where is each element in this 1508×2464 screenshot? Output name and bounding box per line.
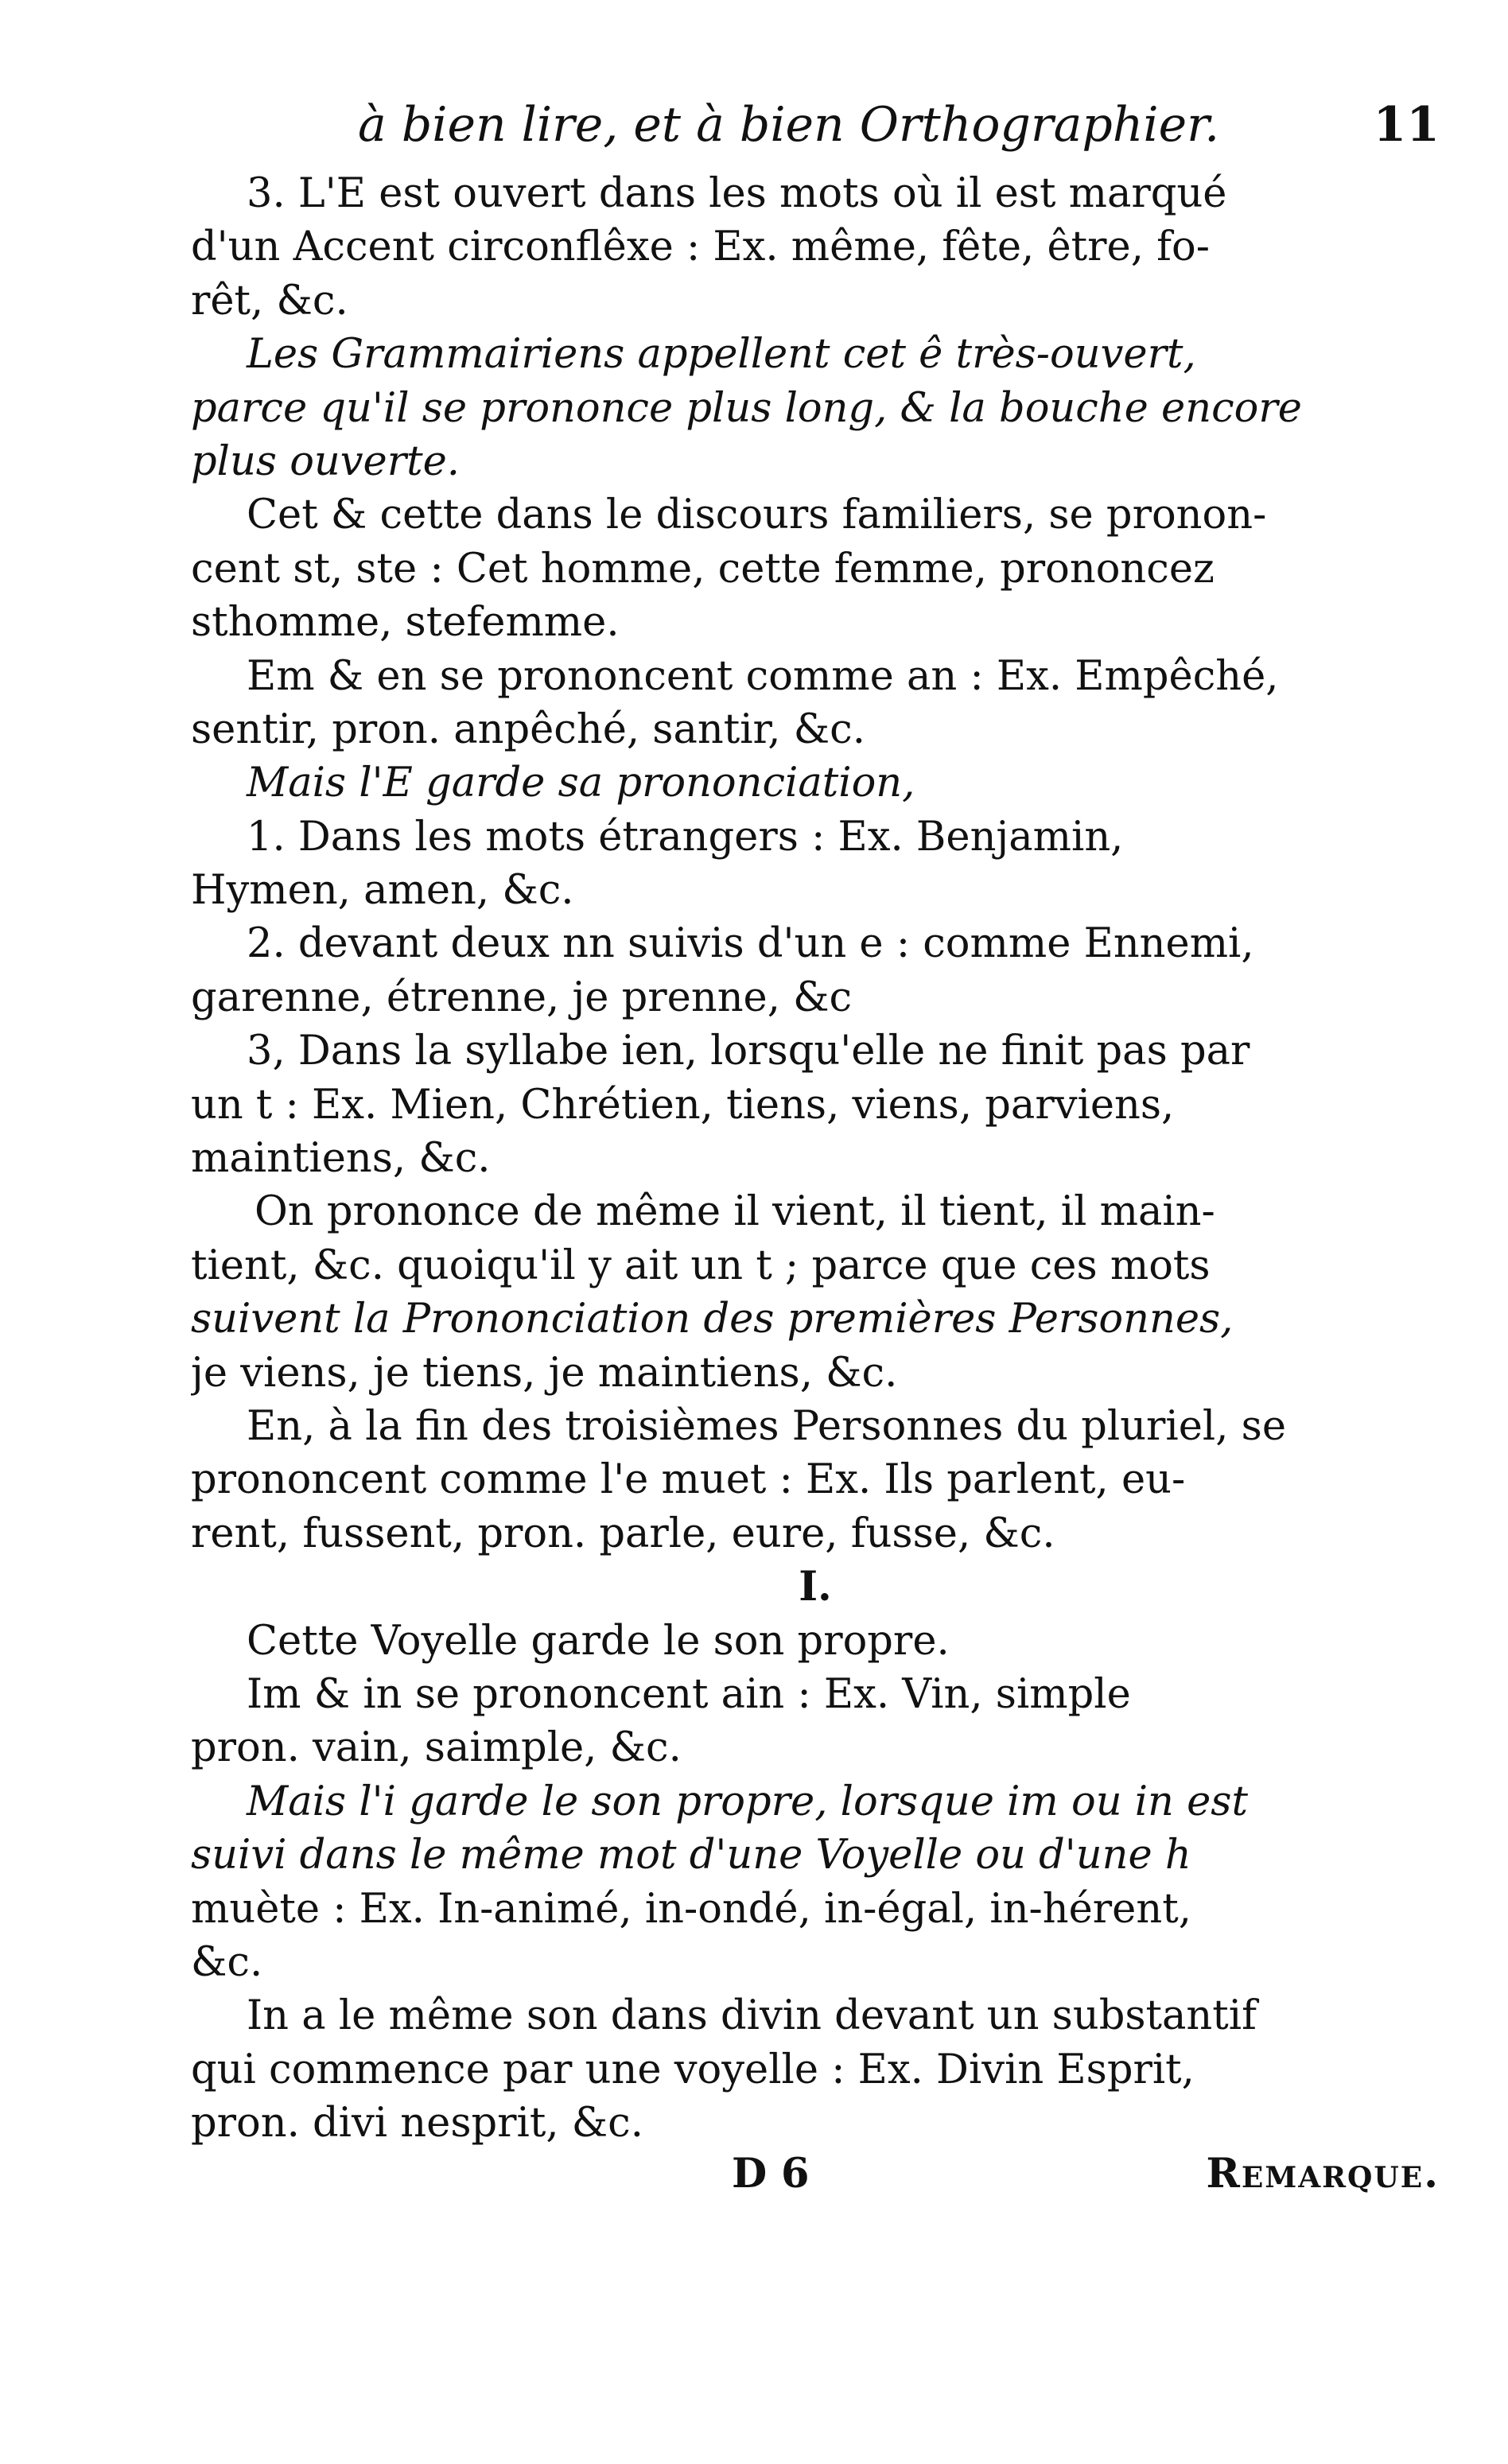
text-line: 1. Dans les mots étrangers : Ex. Benjamin, (247, 813, 1124, 861)
text-line: 2. devant deux nn suivis d'un e : comme Ennemi, (247, 920, 1254, 968)
text-line: muète : Ex. In-animé, in-ondé, in-égal, in-hérent, (191, 1885, 1191, 1933)
text-line: d'un Accent circonflêxe : Ex. même, fête, être, fo- (191, 223, 1210, 271)
text-line: Cette Voyelle garde le son propre. (247, 1617, 950, 1665)
text-line: Les Grammairiens appellent cet ê très-ouvert, (247, 331, 1196, 379)
text-line: suivi dans le même mot d'une Voyelle ou d'une h (191, 1832, 1191, 1879)
text-line: Mais l'E garde sa prononciation, (247, 760, 915, 807)
book-page (191, 80, 1440, 2386)
text-line: pron. divi nesprit, &c. (191, 2100, 643, 2147)
text-line: Cet & cette dans le discours familiers, se pronon- (247, 492, 1267, 539)
text-line: Hymen, amen, &c. (191, 867, 574, 915)
text-line: sthomme, stefemme. (191, 599, 620, 647)
text-line: suivent la Prononciation des premières Personnes, (191, 1296, 1234, 1343)
text-line: je viens, je tiens, je maintiens, &c. (191, 1349, 898, 1397)
text-line: sentir, pron. anpêché, santir, &c. (191, 705, 865, 753)
text-line: Em & en se prononcent comme an : Ex. Empêché, (247, 652, 1279, 700)
text-line: maintiens, &c. (191, 1135, 491, 1183)
running-head (191, 80, 1440, 167)
text-line: On prononce de même il vient, il tient, il main- (255, 1188, 1215, 1236)
text-line: Mais l'i garde le son propre, lorsque im ou in est (247, 1778, 1248, 1825)
text-line: plus ouverte. (191, 437, 460, 485)
text-line: En, à la fin des troisièmes Personnes du pluriel, se (247, 1402, 1286, 1450)
text-line: 3, Dans la syllabe ien, lorsqu'elle ne finit pas par (247, 1028, 1250, 1075)
text-line: In a le même son dans divin devant un substantif (247, 1992, 1257, 2040)
catchword: Remarque. (1206, 2150, 1440, 2198)
text-line: prononcent comme l'e muet : Ex. Ils parlent, eu- (191, 1456, 1186, 1504)
text-line: 3. L'E est ouvert dans les mots où il est marqué (247, 170, 1227, 217)
text-line: Im & in se prononcent ain : Ex. Vin, simple (247, 1670, 1131, 1718)
page-body (191, 167, 1440, 2150)
text-line: rent, fussent, pron. parle, eure, fusse, &c. (191, 1510, 1055, 1557)
text-line: &c. (191, 1938, 263, 1986)
page-footer (191, 2150, 1440, 2206)
text-line: garenne, étrenne, je prenne, &c (191, 974, 853, 1021)
text-line: qui commence par une voyelle : Ex. Divin Esprit, (191, 2046, 1195, 2093)
text-line: un t : Ex. Mien, Chrétien, tiens, viens, parviens, (191, 1081, 1175, 1129)
signature-mark: D 6 (732, 2150, 810, 2198)
text-line: cent st, ste : Cet homme, cette femme, prononcez (191, 545, 1215, 593)
text-line: rêt, &c. (191, 277, 348, 325)
running-title: à bien lire, et à bien Orthographier. (358, 97, 1220, 153)
text-line: parce qu'il se prononce plus long, & la bouche encore (191, 384, 1302, 432)
section-heading: I. (799, 1563, 832, 1611)
page-number: 11 (1373, 97, 1440, 153)
text-line: pron. vain, saimple, &c. (191, 1724, 682, 1772)
text-line: tient, &c. quoiqu'il y ait un t ; parce que ces mots (191, 1242, 1211, 1289)
